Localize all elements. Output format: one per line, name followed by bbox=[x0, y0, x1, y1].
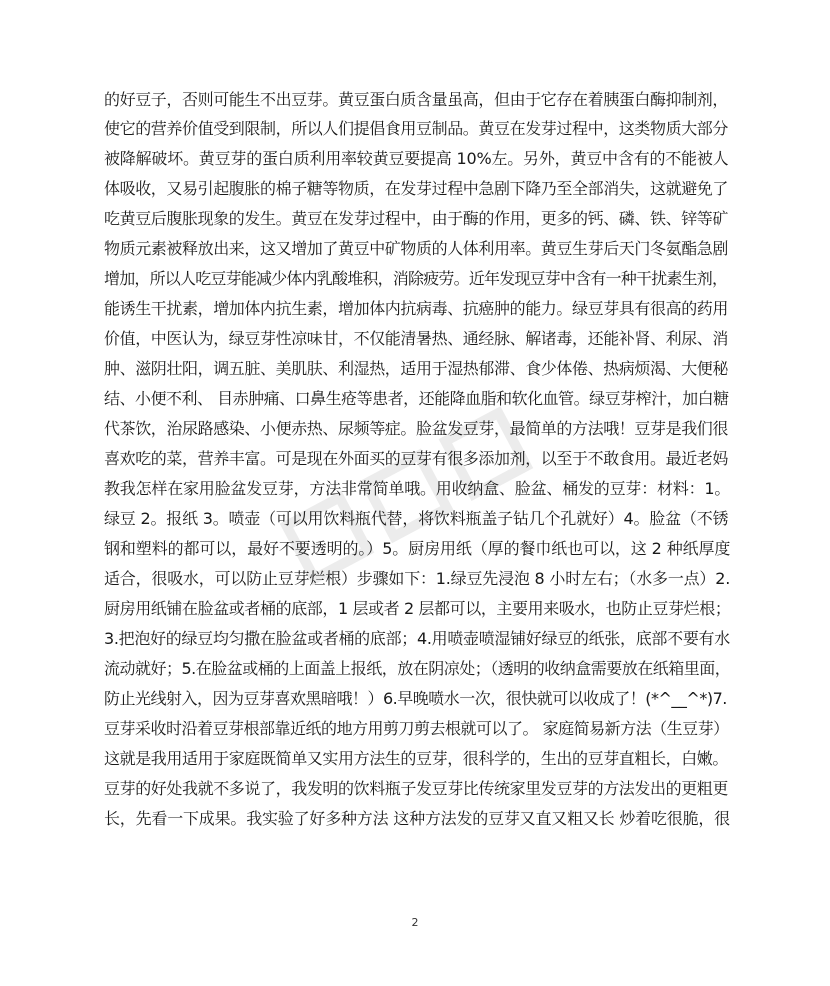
paragraph-line: 防止光线射入，因为豆芽喜欢黑暗哦！）6.早晚喷水一次，很快就可以收成了！(*^__^*)7. bbox=[104, 689, 727, 708]
paragraph-line: 能诱生干扰素，增加体内抗生素，增加体内抗病毒、抗癌肿的能力。绿豆芽具有很高的药用 bbox=[104, 299, 729, 318]
paragraph-line: 厨房用纸铺在脸盆或者桶的底部，1 层或者 2 层都可以，主要用来吸水，也防止豆芽烂根； bbox=[104, 599, 730, 618]
paragraph-line: 适合，很吸水，可以防止豆芽烂根）步骤如下：1.绿豆先浸泡 8 小时左右；（水多一点）2. bbox=[104, 569, 730, 588]
paragraph-line: 增加，所以人吃豆芽能减少体内乳酸堆积，消除疲劳。近年发现豆芽中含有一种干扰素生剂， bbox=[104, 269, 728, 288]
paragraph-line: 肿、滋阴壮阳，调五脏、美肌肤、利湿热，适用于湿热郁滞、食少体倦、热病烦渴、大便秘 bbox=[104, 359, 729, 378]
paragraph-line: 流动就好；5.在脸盆或桶的上面盖上报纸，放在阴凉处；（透明的收纳盒需要放在纸箱里面， bbox=[104, 659, 730, 678]
paragraph-line: 长，先看一下成果。我实验了好多种方法 这种方法发的豆芽又直又粗又长 炒着吃很脆，很 bbox=[104, 809, 730, 828]
paragraph-line: 结、小便不利、 目赤肿痛、口鼻生疮等患者，还能降血脂和软化血管。绿豆芽榨汁，加白糖 bbox=[104, 389, 729, 408]
paragraph-line: 使它的营养价值受到限制，所以人们提倡食用豆制品。黄豆在发芽过程中，这类物质大部分 bbox=[104, 119, 729, 138]
paragraph-line: 物质元素被释放出来，这又增加了黄豆中矿物质的人体利用率。黄豆生芽后天门冬氨酯急剧 bbox=[104, 239, 729, 258]
paragraph-line: 绿豆 2。报纸 3。喷壶（可以用饮料瓶代替，将饮料瓶盖子钻几个孔就好）4。脸盆（不锈 bbox=[104, 509, 729, 528]
paragraph-line: 被降解破坏。黄豆芽的蛋白质利用率较黄豆要提高 10%左。另外，黄豆中含有的不能被人 bbox=[104, 149, 729, 168]
paragraph-line: 体吸收，又易引起腹胀的棉子糖等物质，在发芽过程中急剧下降乃至全部消失，这就避免了 bbox=[104, 179, 729, 198]
paragraph-line: 这就是我用适用于家庭既简单又实用方法生的豆芽，很科学的，生出的豆芽直粗长，白嫩。 bbox=[104, 749, 729, 768]
paragraph-line: 喜欢吃的菜，营养丰富。可是现在外面买的豆芽有很多添加剂，以至于不敢食用。最近老妈 bbox=[104, 449, 729, 468]
paragraph-line: 代茶饮，治尿路感染、小便赤热、尿频等症。脸盆发豆芽，最简单的方法哦！豆芽是我们很 bbox=[104, 419, 729, 438]
page-number: 2 bbox=[411, 916, 419, 929]
paragraph-line: 价值，中医认为，绿豆芽性凉味甘，不仅能清暑热、通经脉、解诸毒，还能补肾、利尿、消 bbox=[104, 329, 729, 348]
paragraph-line: 教我怎样在家用脸盆发豆芽，方法非常简单哦。用收纳盒、脸盆、桶发的豆芽：材料：1。 bbox=[104, 479, 730, 498]
paragraph-line: 吃黄豆后腹胀现象的发生。黄豆在发芽过程中，由于酶的作用，更多的钙、磷、铁、锌等矿 bbox=[104, 209, 729, 228]
paragraph-line: 3.把泡好的绿豆均匀撒在脸盆或者桶的底部；4.用喷壶喷湿铺好绿豆的纸张，底部不要有水 bbox=[104, 629, 730, 648]
paragraph-line: 豆芽采收时沿着豆芽根部靠近纸的地方用剪刀剪去根就可以了。 家庭简易新方法（生豆芽） bbox=[104, 719, 729, 738]
paragraph-line: 钢和塑料的都可以，最好不要透明的。）5。厨房用纸（厚的餐巾纸也可以，这 2 种纸厚度 bbox=[104, 539, 730, 558]
paragraph-line: 豆芽的好处我就不多说了，我发明的饮料瓶子发豆芽比传统家里发豆芽的方法发出的更粗更 bbox=[104, 779, 729, 798]
paragraph-line: 的好豆子，否则可能生不出豆芽。黄豆蛋白质含量虽高，但由于它存在着胰蛋白酶抑制剂， bbox=[104, 90, 729, 109]
